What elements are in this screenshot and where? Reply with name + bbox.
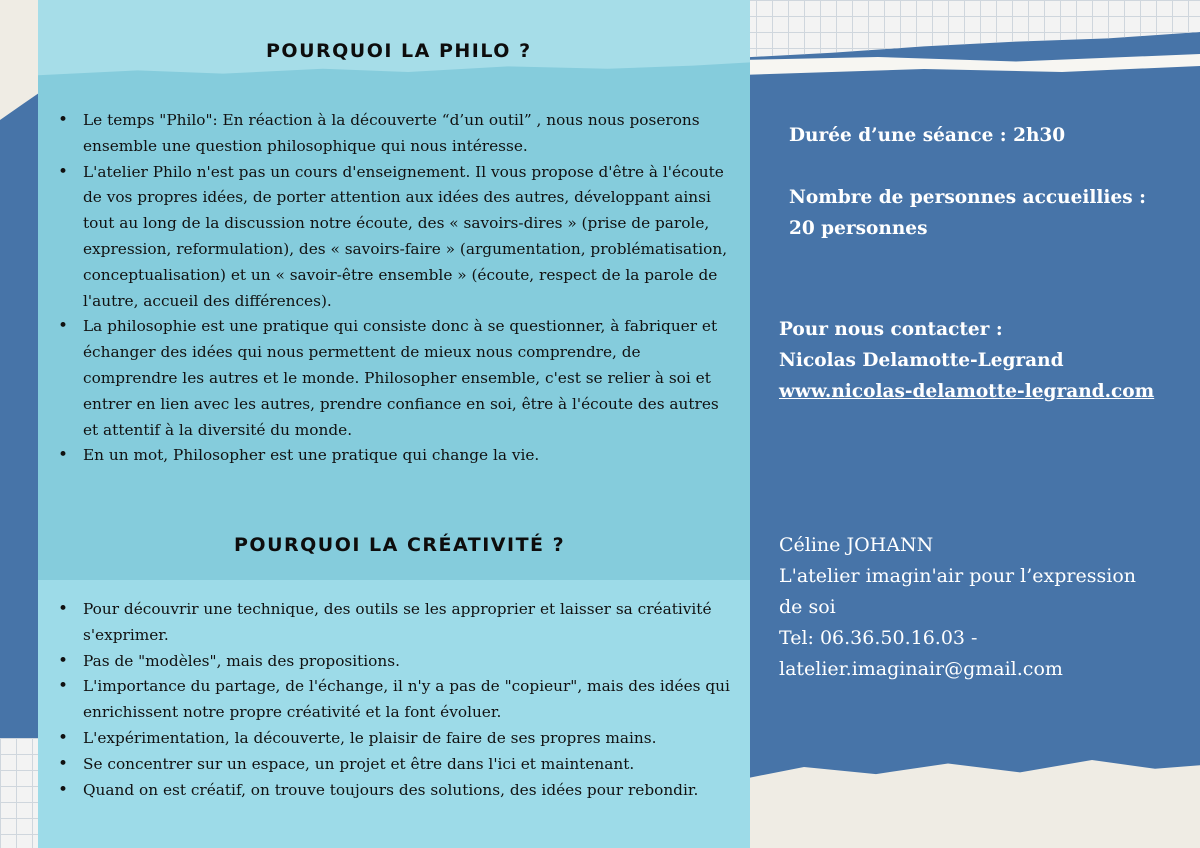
section-title-creativite: POURQUOI LA CRÉATIVITÉ ? <box>234 534 566 556</box>
duration-text: Durée d’une séance : 2h30 <box>789 125 1066 146</box>
list-item: • Pas de "modèles", mais des propositions. <box>38 649 738 675</box>
list-item: • L'expérimentation, la découverte, le plaisir de faire de ses propres mains. <box>38 726 738 752</box>
list-item: • En un mot, Philosopher est une pratique qui change la vie. <box>38 443 738 469</box>
contact-block <box>779 314 1154 407</box>
author-org-line1: L'atelier imagin'air pour l’expression <box>779 565 1136 587</box>
contact-label: Pour nous contacter : <box>779 319 1003 340</box>
contact-name: Nicolas Delamotte-Legrand <box>779 350 1064 371</box>
list-item: • Pour découvrir une technique, des outils se les approprier et laisser sa créativité s'exprimer. <box>38 597 738 649</box>
list-item: • L'importance du partage, de l'échange, il n'y a pas de "copieur", mais des idées qui enrichissent notre propre créativité et la font évoluer. <box>38 674 738 726</box>
contact-website-link[interactable]: www.nicolas-delamotte-legrand.com <box>779 381 1155 402</box>
philo-bullet-list <box>38 108 738 469</box>
session-info <box>789 120 1146 244</box>
list-item: • L'atelier Philo n'est pas un cours d'enseignement. Il vous propose d'être à l'écoute de vos propres idées, de porter attention aux idées des autres, développant ainsi tout au long de la discussion notre écoute, des « savoirs-dires » (prise de parole, expression, reformulation), des « savoirs-faire » (argumentation, problématisation, conceptualisation) et un « savoir-être ensemble » (écoute, respect de la parole de l'autre, accueil des différences). <box>38 160 738 315</box>
capacity-label: Nombre de personnes accueillies : <box>789 187 1146 208</box>
author-phone: Tel: 06.36.50.16.03 - <box>779 627 978 649</box>
author-email[interactable]: latelier.imaginair@gmail.com <box>779 658 1063 680</box>
list-item: • La philosophie est une pratique qui consiste donc à se questionner, à fabriquer et échanger des idées qui nous permettent de mieux nous comprendre, de comprendre les autres et le monde. Philosopher ensemble, c'est se relier à soi et entrer en lien avec les autres, prendre confiance en soi, être à l'écoute des autres et attentif à la diversité du monde. <box>38 314 738 443</box>
author-org-line2: de soi <box>779 596 836 618</box>
list-item: • Quand on est créatif, on trouve toujours des solutions, des idées pour rebondir. <box>38 778 738 804</box>
newspaper-scrap-bottom-right <box>750 760 1200 848</box>
creativite-bullet-list <box>38 597 738 803</box>
section-title-philo: POURQUOI LA PHILO ? <box>266 40 532 62</box>
list-item: • Le temps "Philo": En réaction à la découverte “d’un outil” , nous nous poserons ensemble une question philosophique qui nous intéresse. <box>38 108 738 160</box>
author-block <box>779 530 1136 685</box>
list-item: • Se concentrer sur un espace, un projet et être dans l'ici et maintenant. <box>38 752 738 778</box>
author-name: Céline JOHANN <box>779 534 934 556</box>
capacity-value: 20 personnes <box>789 218 928 239</box>
